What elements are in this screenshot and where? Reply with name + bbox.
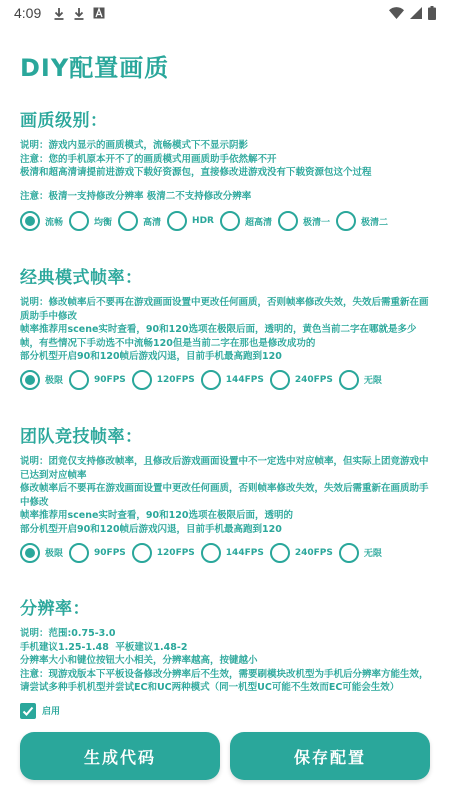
signal-icon [410, 7, 422, 19]
quality-option-jiqing-2[interactable]: 极清二 [336, 211, 388, 231]
quality-title: 画质级别： [20, 111, 108, 131]
save-config-button[interactable]: 保存配置 [230, 732, 430, 780]
battery-icon [428, 6, 436, 20]
font-notification-icon [93, 7, 105, 19]
classic-fps-option-240[interactable]: 240FPS [270, 370, 333, 390]
team-fps-option-144[interactable]: 144FPS [201, 543, 264, 563]
classic-fps-option-120[interactable]: 120FPS [132, 370, 195, 390]
download-icon [53, 7, 65, 20]
quality-note: 注意：您的手机原本开不了的画质模式用画质助手依然解不开 [20, 153, 277, 165]
team-fps-option-120[interactable]: 120FPS [132, 543, 195, 563]
classic-fps-note: 帧率推荐用scene实时查看，90和120选项在极限后面，透明的，黄色当前二字在哪就是多少帧，有些情况下手动选不中流畅120但是当前二字在那也是修改成功的 [20, 324, 417, 349]
resolution-enable-checkbox[interactable]: 启用 [20, 703, 432, 719]
team-fps-option-jixian[interactable]: 极限 [20, 543, 63, 563]
wifi-icon [389, 7, 404, 19]
quality-option-liuchang[interactable]: 流畅 [20, 211, 63, 231]
quality-radio-group [20, 211, 432, 231]
page-title: DIY配置画质 [20, 54, 170, 82]
team-fps-option-wuxian[interactable]: 无限 [339, 543, 382, 563]
team-fps-option-240[interactable]: 240FPS [270, 543, 333, 563]
resolution-title: 分辨率： [20, 599, 90, 619]
quality-warning: 注意：极清一支持修改分辨率 极清二不支持修改分辨率 [20, 190, 252, 202]
classic-fps-section [20, 263, 432, 390]
quality-section [20, 106, 432, 231]
classic-fps-title: 经典模式帧率： [20, 268, 143, 288]
quality-note: 极清和超高清请提前进游戏下载好资源包，直接修改进游戏没有下载资源包这个过程 [20, 167, 372, 179]
classic-fps-note: 部分机型开启90和120帧后游戏闪退，目前手机最高跑到120 [20, 351, 282, 363]
resolution-section [20, 594, 432, 719]
classic-fps-note: 说明：修改帧率后不要再在游戏画面设置中更改任何画质，否则帧率修改失效，失效后需重新在画质助手中修改 [20, 297, 429, 322]
resolution-note: 说明：范围:0.75-3.0 [20, 628, 116, 639]
resolution-note: 注意：现游戏版本下平板设备修改分辨率后不生效，需要刷模块改机型为手机后分辨率方能生效，请尝试多种手机机型并尝试EC和UC两种模式（同一机型UC可能不生效而EC可能会生效） [20, 668, 429, 694]
classic-fps-option-144[interactable]: 144FPS [201, 370, 264, 390]
status-time: 4:09 [14, 5, 42, 21]
quality-note: 说明：游戏内显示的画质模式，流畅模式下不显示阴影 [20, 140, 249, 151]
team-fps-note: 修改帧率后不要再在游戏画面设置中更改任何画质，否则帧率修改失效，失效后需重新在画质助手中修改 [20, 483, 429, 508]
quality-option-jiqing-1[interactable]: 极清一 [278, 211, 330, 231]
team-fps-option-90[interactable]: 90FPS [69, 543, 126, 563]
quality-option-hdr[interactable]: HDR [167, 211, 214, 231]
settings-scroll[interactable] [0, 100, 450, 725]
team-fps-note: 帧率推荐用scene实时查看，90和120选项在极限后面，透明的 [20, 510, 293, 522]
classic-fps-option-jixian[interactable]: 极限 [20, 370, 63, 390]
quality-option-junheng[interactable]: 均衡 [69, 211, 112, 231]
quality-option-chaogaoqing[interactable]: 超高清 [220, 211, 272, 231]
team-fps-note: 部分机型开启90和120帧后游戏闪退，目前手机最高跑到120 [20, 523, 282, 535]
check-icon [20, 703, 36, 719]
download-icon [73, 7, 85, 20]
resolution-note: 分辨率大小和键位按钮大小相关，分辨率越高，按键越小 [20, 655, 258, 667]
team-fps-note: 说明：团竞仅支持修改帧率，且修改后游戏画面设置中不一定选中对应帧率，但实际上团竞游戏中已达到对应帧率 [20, 456, 429, 481]
team-fps-title: 团队竞技帧率： [20, 427, 143, 447]
resolution-note: 手机建议1.25-1.48 平板建议1.48-2 [20, 641, 188, 653]
bottom-action-bar [0, 725, 450, 800]
team-fps-radio-group [20, 543, 432, 563]
status-bar [0, 0, 450, 26]
quality-option-gaoqing[interactable]: 高清 [118, 211, 161, 231]
team-fps-section [20, 422, 432, 563]
classic-fps-option-90[interactable]: 90FPS [69, 370, 126, 390]
classic-fps-option-wuxian[interactable]: 无限 [339, 370, 382, 390]
classic-fps-radio-group [20, 370, 432, 390]
generate-code-button[interactable]: 生成代码 [20, 732, 220, 780]
